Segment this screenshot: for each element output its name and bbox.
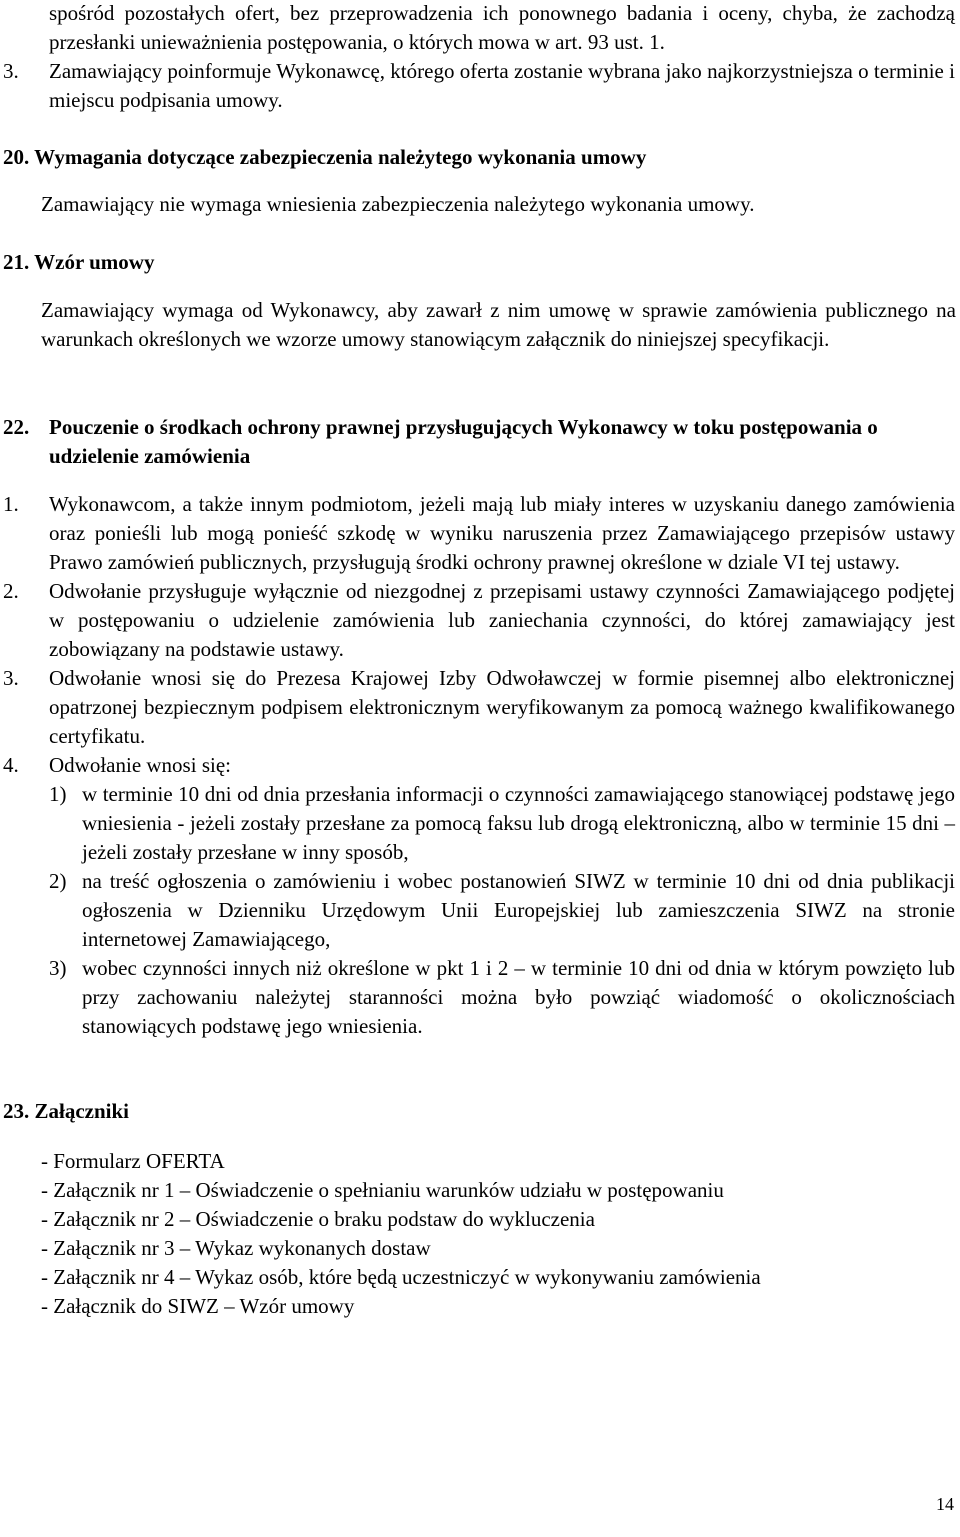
item-text: Odwołanie wnosi się: bbox=[49, 753, 231, 777]
list-item bbox=[0, 751, 960, 780]
page-number: 14 bbox=[936, 1494, 954, 1514]
subitem-text: na treść ogłoszenia o zamówieniu i wobec postanowień SIWZ w terminie 10 dni od dnia publikacji ogłoszenia w Dzienniku Urzędowym Unii Europejskiej lub zamieszczenia SIWZ na stronie internetowej Zamawiającego, bbox=[82, 869, 955, 951]
item-text: Odwołanie wnosi się do Prezesa Krajowej Izby Odwoławczej w formie pisemnej albo elektronicznej opatrzonej bezpiecznym podpisem elektronicznym weryfikowanym za pomocą ważnego kwalifikowanego certyfikatu. bbox=[49, 666, 955, 748]
item-number: 3. bbox=[3, 59, 19, 83]
attachment-item: - Załącznik do SIWZ – Wzór umowy bbox=[41, 1294, 355, 1318]
list-item bbox=[0, 664, 960, 751]
item-text: Wykonawcom, a także innym podmiotom, jeżeli mają lub miały interes w uzyskaniu danego zamówienia oraz ponieśli lub mogą ponieść szkodę w wyniku naruszenia przez Zamawiającego przepisów ustawy Prawo zamówień publicznych, przysługują środki ochrony prawnej określone w dziale VI tej ustawy. bbox=[49, 492, 955, 574]
section-body-21: Zamawiający wymaga od Wykonawcy, aby zawarł z nim umowę w sprawie zamówienia publicznego na warunkach określonych we wzorze umowy stanowiącym załącznik do niniejszej specyfikacji. bbox=[41, 298, 956, 351]
sub-list-item bbox=[0, 954, 960, 1041]
list-item bbox=[0, 577, 960, 664]
subitem-number: 2) bbox=[49, 869, 67, 893]
sub-list-item bbox=[0, 867, 960, 954]
item-text: Zamawiający poinformuje Wykonawcę, którego oferta zostanie wybrana jako najkorzystniejsza o terminie i miejscu podpisania umowy. bbox=[49, 59, 955, 112]
section-body-20: Zamawiający nie wymaga wniesienia zabezpieczenia należytego wykonania umowy. bbox=[41, 192, 755, 216]
section-heading-23: 23. Załączniki bbox=[3, 1099, 130, 1123]
attachment-item: - Załącznik nr 4 – Wykaz osób, które będą uczestniczyć w wykonywaniu zamówienia bbox=[41, 1265, 761, 1289]
item-number: 4. bbox=[3, 753, 19, 777]
section-heading-21: 21. Wzór umowy bbox=[3, 250, 155, 274]
section-number: 22. bbox=[3, 415, 30, 439]
continuation-paragraph: spośród pozostałych ofert, bez przeprowadzenia ich ponownego badania i oceny, chyba, że zachodzą przesłanki unieważnienia postępowania, o których mowa w art. 93 ust. 1. bbox=[49, 1, 955, 54]
attachment-item: - Formularz OFERTA bbox=[41, 1149, 225, 1173]
section-heading-20: 20. Wymagania dotyczące zabezpieczenia należytego wykonania umowy bbox=[3, 145, 647, 169]
remedies-list bbox=[0, 490, 960, 1041]
subitem-number: 1) bbox=[49, 782, 67, 806]
item-text: Odwołanie przysługuje wyłącznie od niezgodnej z przepisami ustawy czynności Zamawiającego podjętej w postępowaniu o udzielenie zamówienia lub zaniechania czynności, do której zamawiający jest zobowiązany na podstawie ustawy. bbox=[49, 579, 955, 661]
subitem-text: wobec czynności innych niż określone w pkt 1 i 2 – w terminie 10 dni od dnia w którym powzięto lub przy zachowaniu należytej staranności można było powziąć wiadomość o okolicznościach stanowiących podstawę jego wniesienia. bbox=[82, 956, 955, 1038]
attachment-item: - Załącznik nr 1 – Oświadczenie o spełnianiu warunków udziału w postępowaniu bbox=[41, 1178, 724, 1202]
subitem-number: 3) bbox=[49, 956, 67, 980]
item-number: 2. bbox=[3, 579, 19, 603]
item-number: 1. bbox=[3, 492, 19, 516]
attachment-item: - Załącznik nr 3 – Wykaz wykonanych dostaw bbox=[41, 1236, 431, 1260]
list-item-3 bbox=[0, 57, 960, 115]
list-item bbox=[0, 490, 960, 577]
subitem-text: w terminie 10 dni od dnia przesłania informacji o czynności zamawiającego stanowiącej podstawę jego wniesienia - jeżeli zostały przesłane za pomocą faksu lub drogą elektroniczną, albo w terminie 15 dni – jeżeli zostały przesłane w inny sposób, bbox=[82, 782, 955, 864]
item-number: 3. bbox=[3, 666, 19, 690]
attachment-item: - Załącznik nr 2 – Oświadczenie o braku podstaw do wykluczenia bbox=[41, 1207, 595, 1231]
attachments-list bbox=[41, 1147, 956, 1321]
sub-list-item bbox=[0, 780, 960, 867]
section-title: Pouczenie o środkach ochrony prawnej przysługujących Wykonawcy w toku postępowania o udzielenie zamówienia bbox=[49, 415, 878, 468]
